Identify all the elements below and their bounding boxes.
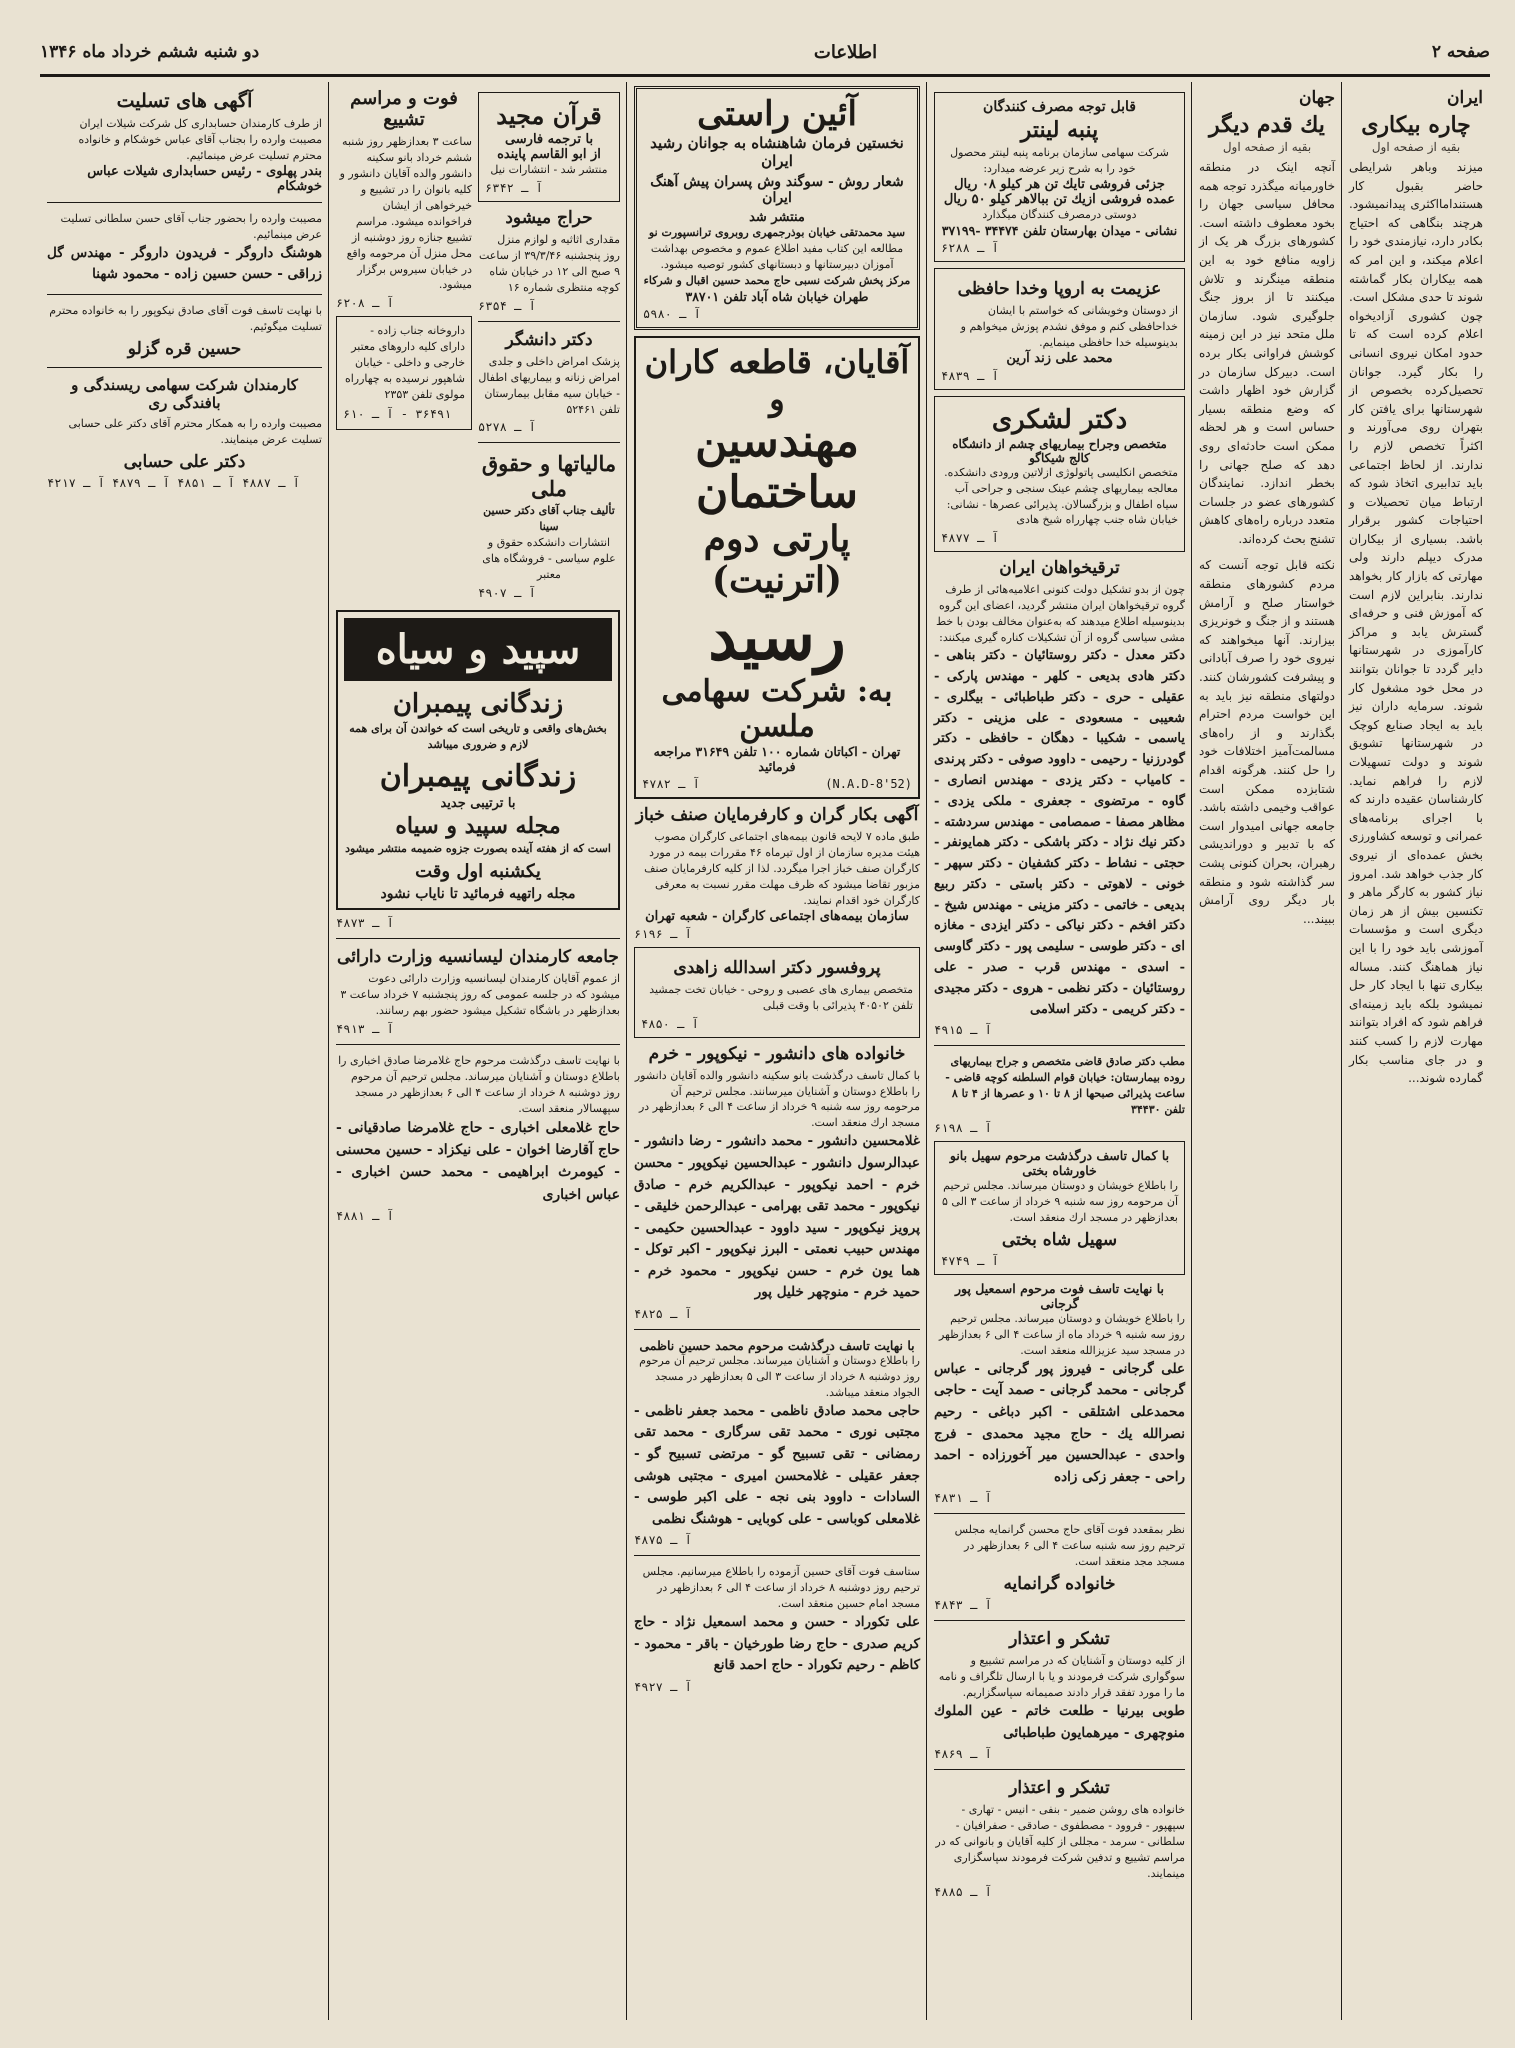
obit-nazemi-names: حاجی محمد صادق ناظمی - محمد جعفر ناظمی - مجتبی نوری - محمد تقی سرگاری - محمد تقی رمضانی - تقی تسبیح گو - مرتضی تسبیح گو - جعفر عقیلی - غلامحسن امیری - مجتبی هوشی السادات - داوود بنی نجه - علی اکبر طوسی - غلامعلی کوباسی - علی کوبایی - هوشنگ نظمی [634, 1402, 920, 1527]
column-small-ads [329, 82, 627, 2020]
ad-sepid-line3: زندگانی پیمبران [379, 759, 577, 794]
ad-daneshgar-ref: آ ـ ۵۲۷۸ [478, 420, 536, 435]
condolence-2-sign: هوشنگ داروگر - فریدون داروگر - مهندس گل زراقی - حسن حسین زاده - محمود شهنا [47, 244, 322, 283]
column-condolences [40, 82, 329, 2020]
article-title-unemployment: چاره‌ بیکاری [1361, 112, 1471, 138]
obit-garanmayeh-body: نظر بمقعدد فوت آقای حاج محسن گرانمایه مجلس ترحیم روز سه شنبه ساعت ۴ الی ۶ بعدازظهر در مسجد مجد منعقد است. [954, 1523, 1185, 1569]
ad-auction-title: حراج میشود [505, 207, 593, 228]
notice-progressives-title: ترقیخواهان ایران [999, 558, 1120, 579]
obit-daneshvar-names: غلامحسین دانشور - محمد دانشور - رضا دانشور - عبدالرسول دانشور - عبدالحسین نیکوپور - محسن خرم - احمد نیکوپور - عبدالکریم خرم - صادق نیکوپور - محمد تقی بهرامی - عبدالرحمن خلیقی - پرویز نیکوپور - سید داوود - عبدالحسین حکیمی - مهندس حبیب نعمتی - البرز نیکوپور - اکبر توکل - هما یون خرم - حسن نیکوپور - محمود خرم - حمید خرم - منوچهر خلیل پور [634, 1133, 920, 1301]
obit-akhbari-names: حاج غلامعلی اخباری - حاج غلامرضا صادقیانی - حاج آقارضا اخوان - علی نیکزاد - حسین محسنی - کیومرث ابراهیمی - محمد حسن اخباری - عباس اخباری [336, 1119, 620, 1203]
ad-tax-ref: آ ـ ۴۹۰۷ [478, 586, 536, 601]
obit-azmoudeh [634, 1564, 920, 1694]
ad-quran-title: قرآن مجید [496, 101, 602, 130]
ad-drugstore-text: داروخانه جناب زاده - دارای کلیه داروهای معتبر خارجی و داخلی - خیابان شاهپور نرسیده به چهارراه مولوی تلفن ۲۳۵۳ [344, 324, 465, 402]
column-ads [627, 82, 927, 2020]
ad-tax-author: تألیف جناب آقای دکتر حسین سینا [483, 504, 615, 534]
ad-qazi-text: مطب دکتر صادق قاضی متخصص و جراح بیماریهای روده بیمارستان: خیابان قوام السلطنه کوچه قاضی - ساعت پذیرائی صبحها از ۸ تا ۱۰ و عصرها از ۴ تا ۸ تلفن ۳۴۴۳۰ [945, 1055, 1185, 1117]
obit-garanmayeh [934, 1522, 1185, 1612]
ad-cotton-line1: جزئی فروشی تایك تن هر كیلو ۰۸ ریال [954, 176, 1165, 192]
ad-atternit-line1: آقایان، قاطعه کاران و [644, 342, 910, 418]
ad-dr-lashkari [934, 396, 1185, 553]
ad-quran-ref: آ ـ ۶۳۴۲ [485, 180, 543, 195]
ad-cotton-brand: پنبه لینتر [1020, 117, 1099, 143]
masthead [40, 30, 1490, 77]
condolences-refs: آ ـ ۴۸۸۷ آ ـ ۴۸۵۱ آ ـ ۴۸۷۹ آ ـ ۴۲۱۷ [47, 475, 300, 490]
thanks-1-title: تشکر و اعتذار [1009, 1629, 1110, 1650]
ad-zahedi-title: پروفسور دکتر اسدالله زاهدی [673, 957, 881, 978]
ad-cotton-ref: آ ـ ۶۲۸۸ [941, 240, 999, 255]
notice-progressives-ref: آ ـ ۴۹۱۵ [934, 1023, 992, 1038]
thanks-1-body: از کلیه دوستان و آشنایان که در مراسم تشییع و سوگواری شرکت فرمودند و یا با ارسال تلگراف و نامه ما را مورد تفقد قرار دادند صمیمانه سپاسگزاریم. [938, 1654, 1185, 1700]
condolence-1-sign: بندر پهلوی - رئیس حسابداری شیلات عباس خوشکام [87, 163, 322, 194]
thanks-1-names: طوبی بیرنیا - طلعت خاتم - عین الملوك منوچهری - میرهمایون طباطبائی [934, 1703, 1185, 1741]
ad-quran-sub3: منتشر شد - انتشارات نیل [490, 163, 608, 176]
ad-zahedi-body: متخصص بیماری های عصبی و روحی - خیابان تخت جمشید تلفن ۴۰۵۰۲ پذیرائی با وقت قبلی [649, 982, 913, 1012]
ad-ain-distributor: مرکز پخش شرکت نسبی حاج محمد حسین اقبال و شرکاء [643, 273, 911, 287]
thanks-2-title: تشکر و اعتذار [1009, 1778, 1110, 1799]
ad-cotton-address: نشانی - میدان بهارستان تلفن ۳۴۴۷۴ -۳۷۱۹۹ [941, 222, 1178, 238]
ad-cotton-top: قابل توجه مصرف کنندگان [983, 99, 1136, 115]
notice-hafezi-body: از دوستان وخویشانی که خواستم با ایشان خداحافظی کنم و موفق نشدم پوزش میخواهم و بدینوسیله خدا حافظی مینمایم. [960, 303, 1178, 349]
newspaper-page [40, 30, 1490, 2030]
article-subtitle: بقیه از صفحه اول [1371, 140, 1461, 154]
ad-sepid-ref: آ ـ ۴۸۷۳ [336, 915, 394, 930]
ad-auction-ref: آ ـ ۶۳۵۴ [478, 298, 536, 313]
ad-ain-body: مطالعه این کتاب مفید اطلاع عموم و مخصوص بهداشت آموزان دبیرستانها و دبستانهای کشور توصیه میشود. [650, 242, 904, 271]
column-world [1192, 82, 1342, 2020]
thanks-1 [934, 1629, 1185, 1761]
ad-dr-qazi [934, 1054, 1185, 1135]
obit-daneshvar-title: خانواده های دانشور - نیکوپور - خرم [648, 1043, 906, 1064]
ad-ain-slogan: شعار روش - سوگند وش پسران پیش آهنگ ایران [650, 174, 904, 207]
notice-finance-title: جامعه کارمندان لیسانسیه وزارت دارائی [337, 946, 619, 967]
ad-ain-author: سید محمدتقی خیابان بوذرجمهری روبروی ترانسپورت نو [648, 226, 906, 240]
obit-ceremony-body: ساعت ۳ بعدازظهر روز شنبه ششم خرداد بانو سکینه دانشور والده آقایان دانشور و کلیه بانوان را در تشییع و خیرخواهی از ایشان فراخوانده میشود. مراسم تشییع جنازه روز دوشنبه از محل منزل آن مرحومه واقع در خیابان سیروس برگزار میشود. [339, 135, 472, 292]
article-subtitle: بقیه از صفحه اول [1222, 140, 1312, 154]
ad-zahedi [634, 947, 920, 1038]
ad-auction [478, 208, 620, 313]
ad-cotton-linter [934, 92, 1185, 262]
obit-purgorjani [934, 1281, 1185, 1505]
ad-sepid-banner: سپید و سیاه [344, 618, 612, 681]
obit-purgorjani-ref: آ ـ ۴۸۳۱ [934, 1491, 992, 1506]
thanks-1-ref: آ ـ ۴۸۶۹ [934, 1747, 992, 1762]
ad-lashkari-line: متخصص وجراح بیماریهای چشم از دانشگاه کالج شیکاگو [952, 436, 1167, 465]
obit-shahbakhti-ref: آ ـ ۴۷۴۹ [941, 1254, 999, 1269]
ad-zahedi-ref: آ ـ ۴۸۵۰ [641, 1016, 699, 1031]
ad-quran [478, 92, 620, 202]
ad-ain-title: آئین راستی [697, 94, 857, 134]
obit-purgorjani-body: را باطلاع خویشان و دوستان میرساند. مجلس ترحیم روز سه شنبه ۹ خرداد ماه از ساعت ۴ الی ۶ بعدازظهر در مسجد سید عزیزالله منعقد است. [938, 1312, 1185, 1357]
thanks-2-body: خانواده های روشن ضمیر - بنفی - انیس - تهاری - سپهپور - فروود - مصطفوی - صادقی - صفرافیان - سلطانی - سرمد - مجللی از کلیه آقایان و بانوانی که در مراسم تشییع و تدفین شرکت فرمودند سپاسگزاری مینمایند. [935, 1803, 1185, 1880]
ad-tax-body: انتشارات دانشکده حقوق و علوم سیاسی - فروشگاه های معتبر [482, 536, 616, 582]
ad-cotton-line3: دوستی درمصرف کنندگان میگذارد [982, 207, 1137, 221]
notice-bakers-body: طبق ماده ۷ لایحه قانون بیمه‌های اجتماعی کارگران مصوب هیئت مدیره سازمان از اول تیرماه ۴۶ مقررات بیمه در مورد کارگران صنف خباز اجرا میگردد. لذا از کلیه کارفرمایان صنف مزبور تقاضا میشود که ظرف مهلت مقرر نسبت به معرفی کارگران خود اقدام نمایند. [644, 830, 920, 907]
ad-cotton-line2: عمده فروشی ازیك تن ببالاهر كیلو ۵۰ ریال [943, 191, 1176, 207]
ad-auction-body: مقداری اثاثیه و لوازم منزل روز پنجشنبه ۳۹/۳/۴۶ از ساعت ۹ صبح الی ۱۲ در خیابان شاه کوچه منتظری شماره ۱۶ [478, 232, 620, 294]
obit-daneshvar-ref: آ ـ ۴۸۲۵ [634, 1307, 692, 1322]
thanks-2 [934, 1778, 1185, 1899]
ad-sepid-line2: بخش‌های واقعی و تاریخی است که خواندن آن برای همه لازم و ضروری میباشد [349, 722, 607, 752]
ad-lashkari-ref: آ ـ ۴۸۷۷ [941, 531, 999, 546]
obit-garanmayeh-name: خانواده گرانمایه [1003, 1574, 1116, 1595]
ad-atternit [634, 336, 920, 799]
notice-hafezi-ref: آ ـ ۴۸۳۹ [941, 368, 999, 383]
notice-hafezi-name: محمد علی زند آرین [1006, 350, 1113, 366]
ad-quran-sub1: با ترجمه فارسی [504, 132, 594, 147]
obit-akhbari-body: با نهایت تاسف درگذشت مرحوم حاج غلامرضا صادق اخباری را باطلاع دوستان و آشنایان میرساند. مجلس ترحیم آن مرحوم روز دوشنبه ۸ خرداد از ساعت ۴ الی ۶ بعدازظهر در مسجد سپهسالار منعقد است. [338, 1053, 620, 1115]
ad-ain-rasti [634, 86, 920, 330]
ad-drugstore-ref: ۳۶۴۹۱ - آ ـ ۶۱۰ [343, 407, 452, 422]
obit-daneshvar [634, 1044, 920, 1322]
ad-atternit-line4: رسید [708, 600, 846, 676]
obit-nazemi-title: با نهایت تاسف درگذشت مرحوم محمد حسین ناظمی [639, 1338, 915, 1354]
obit-nazemi-body: را باطلاع دوستان و آشنایان میرساند. مجلس ترحیم آن مرحوم روز دوشنبه ۸ خرداد از ساعت ۳ الی ۵ بعدازظهر در مسجد الجواد منعقد میباشد. [639, 1354, 920, 1399]
condolence-2: مصیبت وارده را بحضور جناب آقای حسن سلطانی تسلیت عرض مینمائیم. [60, 211, 322, 241]
column-iran [1342, 82, 1490, 2020]
notice-hafezi [934, 268, 1185, 390]
notice-finance-ref: آ ـ ۴۹۱۳ [336, 1021, 394, 1036]
ad-sepid-line8: مجله راتهیه فرمائید تا نایاب نشود [380, 885, 576, 902]
article-title-one-more-step: یك قدم دیگر [1209, 112, 1325, 138]
notice-progressives [934, 558, 1185, 1037]
obit-nazemi-ref: آ ـ ۴۸۷۵ [634, 1533, 692, 1548]
obit-garanmayeh-ref: آ ـ ۴۸۴۳ [934, 1598, 992, 1613]
ad-drugstore [336, 316, 472, 430]
condolence-3: با نهایت تاسف فوت آقای صادق نیکوپور را به خانواده محترم تسلیت میگوئیم. [49, 303, 322, 333]
ad-lashkari-body: متخصص انکلیسی پاتولوژی ازلاتین ورودی دانشکده. معالجه بیماریهای چشم عینک سنجی و جراحی آب سیاه اطفال و بزرگسالان. پذیرائی عصرها - نشانی: خیابان شاه جنب چهارراه شیخ هادی [944, 465, 1178, 527]
ad-sepid-line6: است که از هفته آینده بصورت جزوه ضمیمه منتشر میشود [345, 842, 611, 855]
condolences-title: آگهی های تسلیت [116, 90, 253, 112]
ad-sepid-line4: با ترتیبی جدید [440, 796, 516, 811]
notice-progressives-names: دکتر معدل - دکتر روستائیان - دکتر بناهی - دکتر هادی بدیعی - کلهر - مهندس پارکی - عقیلی - حری - دکتر طباطبائی - بیگلری - شعیبی - مسعودی - علی مزینی - دکتر یاسمی - شکیبا - دهگان - حافظی - دکتر گودرزنیا - رحیمی - داوود صوفی - دکتر پرندی - کامیاب - دکتر یزدی - مهندس انصاری - گاوه - مرتضوی - جعفری - ملکی یزدی - مظاهر مصفا - صمصامی - مهندس سردشته - دکتر نیك نژاد - دکتر باشکی - دکتر همایونفر - حجتی - نشاط - دکتر کشفیان - دکتر سپهر - خونی - لاهوتی - دکتر باستی - دکتر ربیع بدیعی - خاتمی - دکتر مزینی - مهندس شیخ - دکتر افخم - دکتر نیاکی - دکتر ایزدی - مغازه ای - دکتر طوسی - سلیمی پور - دکتر گاوسی - اسدی - مهندس قرب - صدر - علی روستائیان - دکتر نظمی - هروی - دکتر مجیدی - دکتر کریمی - دکتر اسلامی [934, 648, 1185, 1017]
notice-hafezi-title: عزیمت به اروپا وخدا حافظی [957, 278, 1162, 299]
ad-lashkari-title: دکتر لشکری [991, 404, 1128, 435]
issue-date: دو شنبه ششم خرداد ماه ۱۳۴۶ [40, 42, 260, 62]
obit-shahbakhti [934, 1141, 1185, 1275]
ad-atternit-line2: مهندسین ساختمان [695, 416, 859, 519]
ad-daneshgar-title: دکتر دانشگر [505, 329, 593, 350]
obit-daneshvar-body: با کمال تاسف درگذشت بانو سکینه دانشور والده آقایان دانشور را باطلاع دوستان و آشنایان میرسانند. مجلس ترحیم آن مرحومه روز سه شنبه ۹ خرداد از ساعت ۴ الی ۶ بعدازظهر در مسجد ارك منعقد است. [634, 1068, 920, 1130]
obit-nazemi [634, 1338, 920, 1547]
obit-shahbakhti-name: سهیل شاه بختی [1001, 1230, 1118, 1251]
ad-sepid-line5: مجله سپید و سیاه [395, 813, 561, 839]
ad-atternit-line5: به: شرکت سهامی ملسن [661, 674, 893, 744]
ad-atternit-ref: آ ـ ۴۷۸۲ [642, 777, 700, 791]
obit-azmoudeh-body: ستاسف فوت آقای حسین آزموده را باطلاع میرسانیم. مجلس ترحیم روز دوشنبه ۸ خرداد از ساعت ۴ الی ۶ بعدازظهر در مسجد امام حسین منعقد است. [642, 1565, 920, 1611]
notice-finance-body: از عموم آقایان کارمندان لیسانسیه وزارت دارائی دعوت میشود که در جلسه عمومی که روز پنجشنبه ۷ خرداد ساعت ۳ بعدازظهر در باشگاه تشکیل میشود حضور بهم رسانند. [340, 971, 620, 1017]
notice-bakers [634, 805, 920, 941]
condolence-4-sign: دکتر علی حسابی [123, 451, 246, 472]
ad-daneshgar [478, 330, 620, 435]
ad-tax-book [478, 451, 620, 600]
ad-ain-address: طهران خیابان شاه آباد تلفن ۳۸۷۰۱ [685, 288, 869, 304]
ad-tax-title: مالیاتها و حقوق ملی [481, 451, 617, 502]
section-label-world: جهان [1298, 88, 1335, 108]
column-notices [927, 82, 1192, 2020]
article-body-unemployment: میزند وباهر شرایطی حاضر بقبول کار هستندامااکثری پیدانمیشود. هرچند بنگاهی که احتیاج بکادر دارد، نیازمندی خود را اعلام میکند، و این امر که همه بیکاران بکار گماشته شوند تا حدی مشکل است. چون کشوری آزادیخواه اعلام کرده‌ است که تا حدود امکان نیروی انسانی را بکار گیرد. جوانان تحصیل‌کرده بخصوص از شهرستانها برای یافتن کار بتهران روی می‌آورند و اکثراً تخصص لازم را ندارند. از لحاظ اجتماعی باید تدابیری اتخاذ شود که ارتباط میان تحصیلات و احتیاجات کشور برقرار باشد. بسیاری از بیکاران مدرک دیپلم دارند ولی مهارتی که بازار کار بخواهد ندارند. بنابراین لازم است که آموزش فنی و حرفه‌ای گسترش یابد و مراکز کارآموزی در شهرستانها دایر گردد تا جوانان بتوانند در محل خود مشغول کار شوند. سرمایه‌ داران نیز باید به ایجاد صنایع کوچک در شهرستانها تشویق شوند و دولت تسهیلات لازم را فراهم نماید. کارشناسان عقیده دارند که با اجرای برنامه‌های عمرانی و توسعه کشاورزی بخش عمده‌ای از نیروی کار جذب خواهد شد. امروز نیاز کشور به کارگر ماهر و تکنسین بیش از هر زمان دیگری است و مؤسسات آموزشی باید خود را با این نیاز هماهنگ کنند. مساله‌ بیکاری تنها با ایجاد کار حل نمیشود بلکه باید زمینه‌ای فراهم شود که افراد بتوانند مهارت لازم را کسب کنند و در جای مناسب بکار گمارده شوند... [1349, 160, 1483, 1086]
condolence-3-sign: حسین قره گزلو [127, 338, 242, 359]
section-label-iran: ایران [1446, 88, 1483, 108]
ad-ain-ref: آ ـ ۵۹۸۰ [643, 306, 701, 321]
ad-sepid-siah [336, 610, 620, 910]
ad-ain-publisher: منتشر شد [749, 210, 805, 226]
obit-shahbakhti-body: را باطلاع خویشان و دوستان میرساند. مجلس ترحیم آن مرحومه روز سه شنبه ۹ خرداد از ساعت ۳ الی ۵ بعدازظهر در مسجد ارك منعقد است. [941, 1179, 1178, 1225]
article-body-world-1: آنچه اینک در منطقه خاورمیانه میگذرد توجه همه محافل سیاسی جهان را بخود معطوف داشته است. کشورهای بزرگ هر یک از زاویه منافع خود به این منطقه مینگرند و تلاش میکنند تا از بروز جنگ جلوگیری شود. سازمان ملل متحد نیز در این زمینه کوشش فراوانی بکار برده است. دبیرکل سازمان در گزارش خود اظهار داشت که وضع منطقه بسیار حساس است و هر لحظه ممکن است حادثه‌ای روی دهد که صلح جهانی را بخطر اندازد. نمایندگان کشورهای عضو در جلسات متعدد درباره راه‌های کاهش تشنج بحث کرده‌اند. [1199, 160, 1335, 546]
notice-bakers-ref: آ ـ ۶۱۹۶ [634, 926, 692, 941]
obit-shahbakhti-title: با کمال تاسف درگذشت مرحوم سهیل بانو خاورشاه بختی [949, 1148, 1170, 1179]
obit-purgorjani-title: با نهایت تاسف فوت مرحوم اسمعیل پور گرجانی [954, 1281, 1165, 1312]
ad-sepid-line1: زندگانی پیمبران [392, 689, 564, 720]
ad-atternit-code: (N.A.D-8'52) [825, 777, 912, 791]
notice-finance-staff [336, 947, 620, 1036]
ad-qazi-ref: آ ـ ۶۱۹۸ [934, 1121, 992, 1136]
condolence-4: مصیبت وارده را به همکار محترم آقای دکتر علی حسابی تسلیت عرض مینمایند. [68, 416, 322, 446]
obit-akhbari-ref: آ ـ ۴۸۸۱ [336, 1209, 394, 1224]
ad-quran-sub2: از ابو القاسم پاینده [497, 147, 601, 162]
ad-atternit-address: تهران - اکباتان شماره ۱۰۰ تلفن ۳۱۶۴۹ مراجعه فرمائید [653, 744, 901, 774]
ad-cotton-intro: شرکت سهامی سازمان برنامه پنبه لینتر محصول خود را به شرح زیر عرضه میدارد: [950, 146, 1169, 175]
page-number: صفحه ۲ [1431, 42, 1490, 62]
ad-atternit-line3: پارتی دوم (اترنیت) [703, 517, 851, 602]
notice-bakers-title: آگهی بکار گران و کارفرمایان صنف خباز [635, 805, 919, 825]
obit-azmoudeh-ref: آ ـ ۴۹۲۷ [634, 1680, 692, 1695]
notice-progressives-body: چون از بدو تشکیل دولت کنونی اعلامیه‌هائی از طرف گروه ترقیخواهان ایران منتشر گردید، اعضای این گروه بدینوسیله اطلاع میدهند که به‌عنوان مخالف بودن با خط مشی سیاسی گروه از آن تشکیلات کناره گیری میکنند: [935, 583, 1185, 645]
newspaper-name: اطلاعات [813, 41, 878, 63]
thanks-2-ref: آ ـ ۴۸۸۵ [934, 1884, 992, 1899]
obit-purgorjani-names: علی گرجانی - فیروز پور گرجانی - عباس گرجانی - محمد گرجانی - صمد آیت - حاجی محمدعلی اشتلقی - اکبر دباغی - رحیم نصرالله یك - حاج مجید محمدی - فرج واحدی - عبدالحسین میر آخورزاده - احمد راحی - جعفر زکی زاده [934, 1360, 1185, 1485]
condolence-4-title: کارمندان شرکت سهامی ریسندگی و بافندگی ری [71, 375, 298, 412]
ad-ain-subtitle: نخستین فرمان شاهنشاه به جوانان رشید ایران [650, 134, 904, 171]
article-body-world-2: نکته قابل توجه آنست که مردم کشورهای منطقه خواستار صلح و آرامش هستند و از جنگ و خونریزی بیزارند. آنها میخواهند که نیروی خود را صرف آبادانی و پیشرفت کشورشان کنند. دولتهای منطقه نیز باید به این خواست مردم احترام بگذارند و از راه‌های مسالمت‌آمیز اختلافات خود را حل کنند. هرگونه اقدام شتابزده ممکن است عواقب وخیمی داشته باشد. جامعه جهانی امیدوار است که با تدبیر و دوراندیشی رهبران، بحران کنونی پشت سر گذاشته شود و منطقه بار دیگر روی آرامش ببیند... [1199, 558, 1335, 926]
ad-daneshgar-body: پزشک امراض داخلی و جلدی امراض زنانه و بیماریهای اطفال - خیابان سیه مقابل بیمارستان تلفن ۵۲۴۶۱ [478, 354, 620, 416]
ad-sepid-line7: یکشنبه اول وقت [415, 860, 541, 882]
condolence-1: از طرف کارمندان حسابداری کل شرکت شیلات ایران مصیبت وارده را بجناب آقای عباس خوشکام و خانواده محترم تسلیت عرض مینمائیم. [78, 117, 322, 162]
obit-ceremony-title: فوت و مراسم تشییع [350, 88, 458, 130]
obit-ceremony-ref: آ ـ ۶۲۰۸ [336, 296, 394, 311]
notice-bakers-signer: سازمان بیمه‌های اجتماعی کارگران - شعبه تهران [645, 908, 909, 924]
obit-akhbari [336, 1053, 620, 1223]
obit-azmoudeh-names: علی تکوراد - حسن و محمد اسمعیل نژاد - حاج کریم صدری - حاج رضا طورخیان - باقر - محمود - کاظم - رحیم تکوراد - حاج احمد قانع [634, 1614, 920, 1674]
